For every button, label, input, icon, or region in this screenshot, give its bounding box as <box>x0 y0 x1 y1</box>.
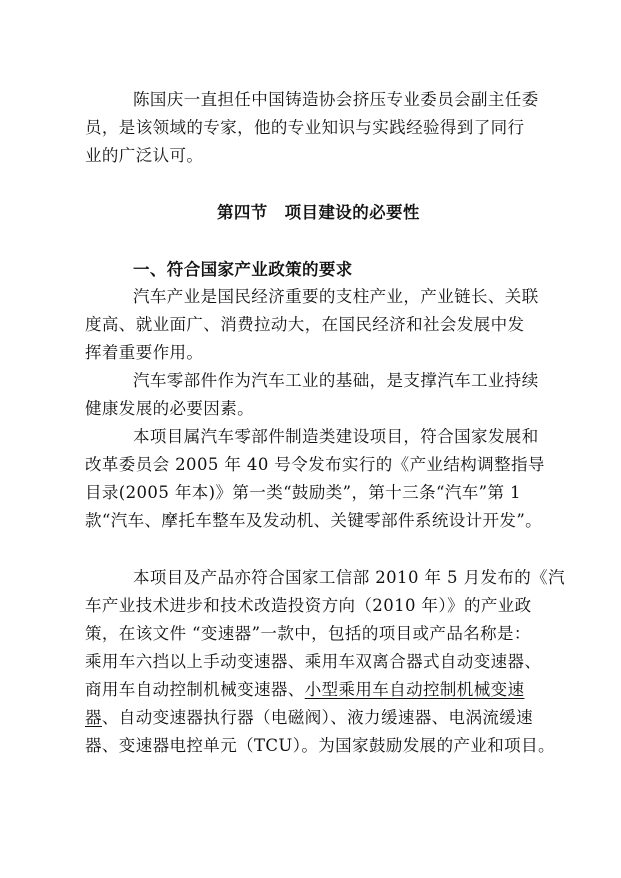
p3-line-3: 目录(2005 年本)》第一类“鼓励类”，第十三条“汽车”第 1 <box>85 483 521 502</box>
p4-line-6 <box>85 708 533 728</box>
p1-line-2: 度高、就业面广、消费拉动大，在国民经济和社会发展中发 <box>85 315 525 334</box>
p4-line-6-text: 、自动变速器执行器（电磁阀）、液力缓速器、电涡流缓速 <box>101 708 534 727</box>
p4-line-2: 车产业技术进步和技术改造投资方向（2010 年）》的产业政 <box>85 596 532 615</box>
p4-line-7: 器、变速器电控单元（TCU）。为国家鼓励发展的产业和项目。 <box>85 736 555 755</box>
p2-line-1: 汽车零部件作为汽车工业的基础，是支撑汽车工业持续 <box>133 371 539 390</box>
p4-line-5 <box>85 680 524 700</box>
p3-line-1: 本项目属汽车零部件制造类建设项目，符合国家发展和 <box>133 427 539 446</box>
p4-line-5-text: 商用车自动控制机械变速器、 <box>85 680 305 699</box>
p2-line-2: 健康发展的必要因素。 <box>85 399 254 418</box>
section-title: 第四节 项目建设的必要性 <box>217 203 420 222</box>
p4-line-3: 策，在该文件 “变速器”一款中，包括的项目或产品名称是： <box>85 624 531 643</box>
p3-line-2: 改革委员会 2005 年 40 号令发布实行的《产业结构调整指导 <box>85 455 545 474</box>
p3-line-4: 款“汽车、摩托车整车及发动机、关键零部件系统设计开发”。 <box>85 511 543 530</box>
intro-line-1: 陈国庆一直担任中国铸造协会挤压专业委员会副主任委 <box>133 90 539 109</box>
p1-line-1: 汽车产业是国民经济重要的支柱产业，产业链长、关联 <box>133 287 539 306</box>
p4-line-4: 乘用车六挡以上手动变速器、乘用车双离合器式自动变速器、 <box>85 652 542 671</box>
p1-line-3: 挥着重要作用。 <box>85 343 204 362</box>
subsection-title: 一、符合国家产业政策的要求 <box>133 260 353 279</box>
intro-line-3: 业的广泛认可。 <box>85 146 204 165</box>
intro-line-2: 员，是该领域的专家，他的专业知识与实践经验得到了同行 <box>85 118 525 137</box>
underlined-product-name: 小型乘用车自动控制机械变速 <box>304 680 525 699</box>
underlined-product-name-end: 器 <box>85 708 102 727</box>
p4-line-1: 本项目及产品亦符合国家工信部 2010 年 5 月发布的《汽 <box>133 568 565 587</box>
